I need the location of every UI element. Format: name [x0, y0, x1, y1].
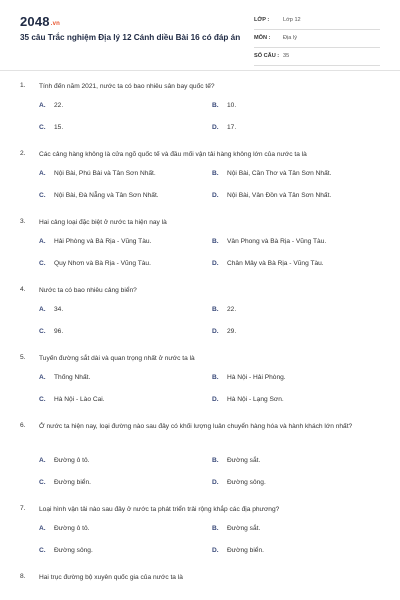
- answer-option-b[interactable]: [212, 170, 382, 180]
- question-item: [0, 573, 400, 600]
- option-letter: B.: [212, 457, 219, 464]
- option-text: 34.: [54, 306, 64, 313]
- option-text: Đường ô tô.: [54, 457, 90, 464]
- answer-option-b[interactable]: [212, 102, 382, 112]
- answer-option-a[interactable]: [39, 306, 209, 316]
- question-number: 1.: [20, 82, 26, 89]
- option-letter: A.: [39, 102, 46, 109]
- option-letter: B.: [212, 170, 219, 177]
- question-list: [0, 82, 400, 600]
- question-text: Loại hình vận tải nào sau đây ở nước ta phát triển trải rộng khắp các địa phương?: [39, 506, 280, 513]
- question-text: Các cảng hàng không là cửa ngõ quốc tế và đầu mối vận tải hàng không lớn của nước ta là: [39, 151, 307, 158]
- option-letter: C.: [39, 479, 46, 486]
- logo-main: 2048: [20, 14, 50, 29]
- option-letter: C.: [39, 396, 46, 403]
- document-header: [0, 0, 400, 68]
- answer-option-c[interactable]: [39, 396, 209, 406]
- answer-option-c[interactable]: [39, 124, 209, 134]
- option-letter: C.: [39, 328, 46, 335]
- question-text: Nước ta có bao nhiêu cảng biển?: [39, 287, 137, 294]
- option-letter: A.: [39, 457, 46, 464]
- option-letter: C.: [39, 260, 46, 267]
- answer-option-c[interactable]: [39, 328, 209, 338]
- question-item: [0, 354, 400, 422]
- option-text: Hải Phòng và Bà Rịa - Vũng Tàu.: [54, 238, 152, 245]
- answer-option-d[interactable]: [212, 192, 382, 202]
- answer-option-a[interactable]: [39, 374, 209, 384]
- option-letter: D.: [212, 547, 219, 554]
- option-letter: A.: [39, 374, 46, 381]
- question-text: Tính đến năm 2021, nước ta có bao nhiêu sân bay quốc tế?: [39, 83, 215, 90]
- question-number: 3.: [20, 218, 26, 225]
- option-letter: C.: [39, 192, 46, 199]
- answer-option-a[interactable]: [39, 238, 209, 248]
- answer-option-b[interactable]: [212, 457, 382, 467]
- answer-option-d[interactable]: [212, 124, 382, 134]
- option-text: Nội Bài, Đà Nẵng và Tân Sơn Nhất.: [54, 192, 159, 199]
- option-text: Đường ô tô.: [54, 525, 90, 532]
- option-text: 10.: [227, 102, 237, 109]
- option-letter: D.: [212, 260, 219, 267]
- question-item: [0, 505, 400, 573]
- question-text: Hai trục đường bộ xuyên quốc gia của nước ta là: [39, 574, 183, 581]
- option-text: Nội Bài, Phú Bài và Tân Sơn Nhất.: [54, 170, 156, 177]
- option-text: Đường sông.: [227, 479, 266, 486]
- answer-option-c[interactable]: [39, 192, 209, 202]
- answer-option-b[interactable]: [212, 306, 382, 316]
- question-number: 5.: [20, 354, 26, 361]
- meta-label: SỐ CÂU :: [254, 53, 280, 59]
- meta-row-subject: [254, 32, 380, 48]
- option-letter: C.: [39, 124, 46, 131]
- option-letter: A.: [39, 238, 46, 245]
- answer-option-d[interactable]: [212, 260, 382, 270]
- answer-option-d[interactable]: [212, 396, 382, 406]
- meta-row-count: [254, 50, 380, 66]
- logo-suffix: .vn: [50, 21, 61, 27]
- question-item: [0, 218, 400, 286]
- question-item: [0, 82, 400, 150]
- page-title: 35 câu Trắc nghiệm Địa lý 12 Cánh diều Bài 16 có đáp án: [20, 33, 241, 42]
- question-number: 8.: [20, 573, 26, 580]
- header-divider: [0, 70, 400, 71]
- answer-option-a[interactable]: [39, 457, 209, 467]
- option-text: Chân Mây và Bà Rịa - Vũng Tàu.: [227, 260, 324, 267]
- option-text: Đường biển.: [54, 479, 91, 486]
- question-item: [0, 422, 400, 505]
- answer-option-c[interactable]: [39, 479, 209, 489]
- option-text: 15.: [54, 124, 64, 131]
- option-letter: B.: [212, 306, 219, 313]
- meta-value: Địa lý: [283, 35, 297, 41]
- option-text: Vân Phong và Bà Rịa - Vũng Tàu.: [227, 238, 327, 245]
- answer-option-c[interactable]: [39, 547, 209, 557]
- answer-option-d[interactable]: [212, 547, 382, 557]
- option-letter: B.: [212, 102, 219, 109]
- question-text: Tuyến đường sắt dài và quan trọng nhất ở nước ta là: [39, 355, 195, 362]
- site-logo[interactable]: [20, 14, 60, 29]
- answer-option-b[interactable]: [212, 374, 382, 384]
- answer-option-a[interactable]: [39, 525, 209, 535]
- answer-option-a[interactable]: [39, 170, 209, 180]
- answer-option-b[interactable]: [212, 525, 382, 535]
- question-item: [0, 150, 400, 218]
- option-text: Đường sắt.: [227, 457, 261, 464]
- option-letter: C.: [39, 547, 46, 554]
- answer-option-a[interactable]: [39, 102, 209, 112]
- answer-option-c[interactable]: [39, 260, 209, 270]
- option-text: Hà Nội - Lạng Sơn.: [227, 396, 284, 403]
- option-letter: B.: [212, 238, 219, 245]
- option-letter: B.: [212, 374, 219, 381]
- option-text: 22.: [54, 102, 64, 109]
- meta-row-class: [254, 14, 380, 30]
- answer-option-d[interactable]: [212, 479, 382, 489]
- option-letter: D.: [212, 479, 219, 486]
- question-item: [0, 286, 400, 354]
- option-text: 29.: [227, 328, 237, 335]
- meta-label: LỚP :: [254, 17, 270, 23]
- question-number: 7.: [20, 505, 26, 512]
- option-letter: D.: [212, 396, 219, 403]
- option-letter: A.: [39, 170, 46, 177]
- option-text: Hà Nội - Lào Cai.: [54, 396, 105, 403]
- option-text: 22.: [227, 306, 237, 313]
- meta-label: MÔN :: [254, 35, 271, 41]
- meta-value: Lớp 12: [283, 17, 301, 23]
- option-text: Nội Bài, Vân Đồn và Tân Sơn Nhất.: [227, 192, 332, 199]
- option-text: Hà Nội - Hải Phòng.: [227, 374, 286, 381]
- answer-option-d[interactable]: [212, 328, 382, 338]
- question-number: 2.: [20, 150, 26, 157]
- option-letter: A.: [39, 306, 46, 313]
- option-text: Đường sông.: [54, 547, 93, 554]
- meta-info: [254, 14, 380, 68]
- meta-value: 35: [283, 53, 290, 59]
- answer-option-b[interactable]: [212, 238, 382, 248]
- option-text: Đường sắt.: [227, 525, 261, 532]
- option-text: Thống Nhất.: [54, 374, 91, 381]
- question-text: Ở nước ta hiện nay, loại đường nào sau đây có khối lượng luân chuyển hàng hóa và hành khách lớn nhất?: [39, 423, 353, 430]
- option-text: Nội Bài, Cần Thơ và Tân Sơn Nhất.: [227, 170, 332, 177]
- option-letter: D.: [212, 192, 219, 199]
- option-letter: D.: [212, 124, 219, 131]
- option-text: 17.: [227, 124, 237, 131]
- option-text: 96.: [54, 328, 64, 335]
- option-text: Quy Nhơn và Bà Rịa - Vũng Tàu.: [54, 260, 151, 267]
- question-text: Hai cảng loại đặc biệt ở nước ta hiện nay là: [39, 219, 167, 226]
- option-letter: A.: [39, 525, 46, 532]
- question-number: 4.: [20, 286, 26, 293]
- option-text: Đường biển.: [227, 547, 264, 554]
- option-letter: B.: [212, 525, 219, 532]
- option-letter: D.: [212, 328, 219, 335]
- question-number: 6.: [20, 422, 26, 429]
